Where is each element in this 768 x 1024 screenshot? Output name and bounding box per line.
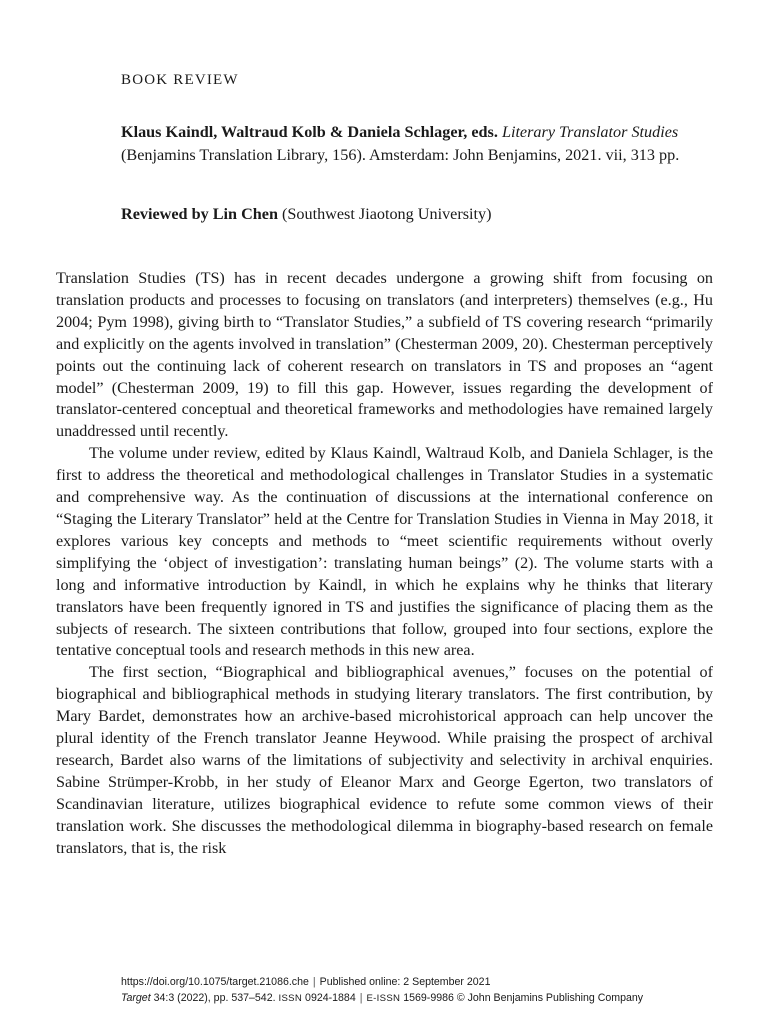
footer-line-1: https://doi.org/10.1075/target.21086.che | Published online: 2 September 2021 — [121, 976, 491, 988]
review-body — [56, 268, 713, 859]
volume-pages: 34:3 (2022), pp. 537–542. — [153, 992, 276, 1004]
citation-title: Literary Translator Studies — [501, 123, 679, 141]
page-footer — [121, 974, 721, 1007]
doi-link[interactable]: https://doi.org/10.1075/target.21086.che — [121, 976, 309, 988]
citation-authors: Klaus Kaindl, Waltraud Kolb & Daniela Schlager, eds. — [121, 123, 498, 141]
book-citation — [121, 121, 681, 166]
issn-label: ISSN — [278, 993, 303, 1004]
journal-name: Target — [121, 992, 151, 1004]
eissn-label: E-ISSN — [366, 993, 401, 1004]
reviewer-line — [121, 203, 681, 226]
reviewer-name: Reviewed by Lin Chen — [121, 205, 278, 223]
issn-number: 0924-1884 — [305, 992, 356, 1004]
body-paragraph-3: The first section, “Biographical and bibliographical avenues,” focuses on the potential of biographical and bibliographical methods in studying literary translators. The first contribution, by Mary Bardet, demonstrates how an archive-based microhistorical approach can help uncover the plural identity of the French translator Jeanne Heywood. While praising the prospect of archival research, Bardet also warns of the limitations of subjectivity and selectivity in archival enquiries. Sabine Strümper-Krobb, in her study of Eleanor Marx and George Egerton, two translators of Scandinavian literature, utilizes biographical evidence to refute some common views of their translation work. She discusses the methodological dilemma in biography-based research on female translators, that is, the risk — [56, 664, 713, 857]
eissn-number: 1569-9986 — [403, 992, 454, 1004]
reviewer-affiliation: (Southwest Jiaotong University) — [282, 205, 492, 223]
published-date: Published online: 2 September 2021 — [319, 976, 491, 988]
body-paragraph-1: Translation Studies (TS) has in recent decades undergone a growing shift from focusing on translation products and processes to focusing on translators (and interpreters) themselves (e.g., Hu 2004; Pym 1998), giving birth to “Translator Studies,” a subfield of TS covering research “primarily and explicitly on the agents involved in translation” (Chesterman 2009, 20). Chesterman perceptively points out the continuing lack of coherent research on translators in TS and proposes an “agent model” (Chesterman 2009, 19) to fill this gap. However, issues regarding the development of translator-centered conceptual and theoretical frameworks and methodologies have remained largely unaddressed until recently. — [56, 270, 713, 441]
section-label: BOOK REVIEW — [121, 72, 239, 88]
citation-details: (Benjamins Translation Library, 156). Amsterdam: John Benjamins, 2021. vii, 313 pp. — [121, 145, 680, 164]
body-paragraph-2: The volume under review, edited by Klaus Kaindl, Waltraud Kolb, and Daniela Schlager, is the first to address the theoretical and methodological challenges in Translator Studies in a systematic and comprehensive way. As the continuation of discussions at the international conference on “Staging the Literary Translator” held at the Centre for Translation Studies in Vienna in May 2018, it explores various key concepts and methods to “meet scientific requirements without overly simplifying the ‘object of investigation’: translating human beings” (2). The volume starts with a long and informative introduction by Kaindl, in which he explains why he thinks that literary translators have been frequently ignored in TS and justifies the significance of placing them as the subjects of research. The sixteen contributions that follow, grouped into four sections, explore the tentative conceptual tools and research methods in this new area. — [56, 445, 713, 660]
footer-line-2: Target 34:3 (2022), pp. 537–542. ISSN 0924-1884 | E-ISSN 1569-9986 © John Benjamins Publishing Company — [121, 992, 644, 1004]
copyright: © John Benjamins Publishing Company — [456, 992, 644, 1004]
